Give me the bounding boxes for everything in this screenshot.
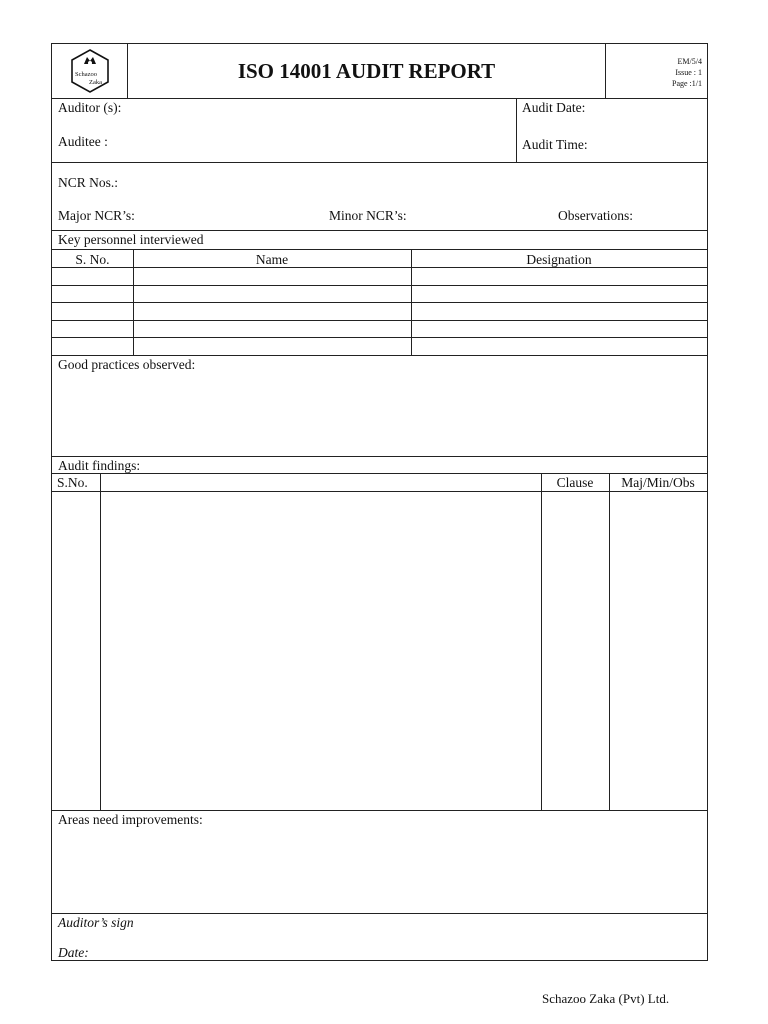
findings-col-clause: Clause — [556, 475, 594, 490]
personnel-col-name: Name — [255, 252, 289, 267]
doc-issue: Issue : 1 — [675, 68, 702, 77]
findings-heading: Audit findings: — [58, 458, 141, 473]
audit-time-label: Audit Time: — [522, 137, 588, 152]
doc-page: Page :1/1 — [672, 79, 702, 88]
audit-report-form — [51, 43, 708, 961]
good-practices-heading: Good practices observed: — [58, 357, 196, 372]
personnel-col-designation: Designation — [526, 252, 592, 267]
table-row — [52, 337, 707, 338]
major-ncr-label: Major NCR’s: — [58, 208, 135, 223]
findings-col-sno: S.No. — [57, 475, 88, 490]
logo-text-top: Schazoo — [75, 71, 98, 78]
minor-ncr-label: Minor NCR’s: — [329, 208, 407, 223]
company-logo — [70, 49, 110, 93]
auditor-label: Auditor (s): — [58, 100, 122, 115]
table-row — [52, 302, 707, 303]
auditee-label: Auditee : — [58, 134, 108, 149]
personnel-heading: Key personnel interviewed — [58, 232, 204, 247]
observations-label: Observations: — [558, 208, 633, 223]
document-reference — [610, 56, 702, 89]
doc-code: EM/5/4 — [677, 57, 702, 66]
sign-date-label: Date: — [58, 945, 89, 960]
audit-date-label: Audit Date: — [522, 100, 586, 115]
document-title: ISO 14001 AUDIT REPORT — [237, 58, 496, 83]
table-row — [52, 285, 707, 286]
table-row — [52, 320, 707, 321]
logo-text-bottom: Zaka — [89, 79, 102, 86]
improvements-heading: Areas need improvements: — [58, 812, 203, 827]
ncr-nos-label: NCR Nos.: — [58, 175, 119, 190]
personnel-col-sno: S. No. — [75, 252, 110, 267]
findings-col-maj-min-obs: Maj/Min/Obs — [621, 475, 695, 490]
auditor-sign-label: Auditor’s sign — [58, 915, 134, 930]
table-row — [52, 267, 707, 268]
company-footer: Schazoo Zaka (Pvt) Ltd. — [542, 991, 670, 1006]
